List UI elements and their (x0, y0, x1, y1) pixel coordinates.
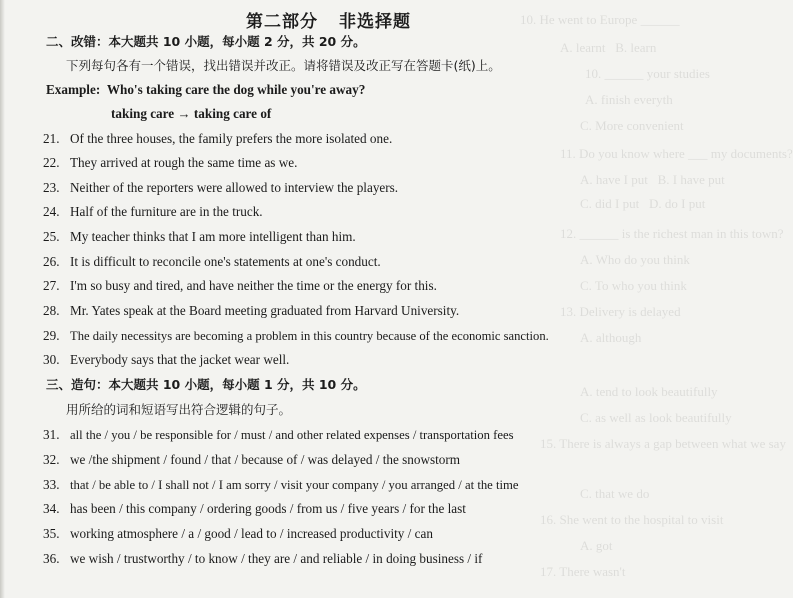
list-item: 30. Everybody says that the jacket wear well. (43, 352, 290, 367)
list-item: 22. They arrived at rough the same time as we. (43, 155, 298, 170)
example-correction: taking care → taking care of (111, 106, 272, 121)
list-item: 35. working atmosphere / a / good / lead to / increased productivity / can (43, 526, 433, 541)
list-item: 27. I'm so busy and tired, and have neither the time or the energy for this. (43, 278, 437, 293)
example-label: Example: (46, 82, 101, 97)
page-title: 第二部分 非选择题 (246, 12, 411, 32)
example-sentence: Who's taking care the dog while you're away? (106, 82, 366, 97)
list-item: 26. It is difficult to reconcile one's statements at one's conduct. (43, 254, 381, 269)
section2-heading: 二、改错：本大题共 10 小题，每小题 2 分，共 20 分。 (46, 34, 366, 49)
list-item: 33. that / be able to / I shall not / I am sorry / visit your company / you arranged / at the time (43, 477, 519, 492)
list-item: 36. we wish / trustworthy / to know / they are / and reliable / in doing business / if (43, 551, 483, 566)
example-line (0, 78, 657, 102)
section3-heading: 三、造句：本大题共 10 小题，每小题 1 分，共 10 分。 (46, 377, 366, 392)
list-item: 21. Of the three houses, the family prefers the more isolated one. (43, 131, 393, 146)
list-item: 24. Half of the furniture are in the truck. (43, 204, 263, 219)
list-item: 28. Mr. Yates speak at the Board meeting graduated from Harvard University. (43, 303, 460, 318)
section2-instruction: 下列每句各有一个错误，找出错误并改正。请将错误及改正写在答题卡(纸)上。 (66, 58, 501, 73)
list-item: 23. Neither of the reporters were allowed to interview the players. (43, 180, 399, 195)
list-item: 31. all the / you / be responsible for / must / and other related expenses / transportation fees (43, 427, 514, 442)
list-item: 34. has been / this company / ordering goods / from us / five years / for the last (43, 501, 466, 516)
section3-instruction: 用所给的词和短语写出符合逻辑的句子。 (66, 402, 292, 417)
list-item: 25. My teacher thinks that I am more intelligent than him. (43, 229, 356, 244)
bleed-through-text: 10. He went to Europe ______ A. learnt B. learn 10. ______ your studies A. finish everyth C. More convenient 11. Do you know where ___ my documents? A. have I put B. I have put C. did I put D. do I put 12. ______ is the richest man in this town? A. Who do you think C. To who you think 13. Delivery is delayed A. although A. tend to look beautifully C. as well as look beautifully 15. There is always a gap between what we say C. that we do 16. She went to the hospital to visit A. got 17. There wasn't (520, 12, 793, 579)
list-item: 29. The daily necessitys are becoming a problem in this country because of the economic sanction. (43, 328, 549, 343)
list-item: 32. we /the shipment / found / that / because of / was delayed / the snowstorm (43, 452, 461, 467)
